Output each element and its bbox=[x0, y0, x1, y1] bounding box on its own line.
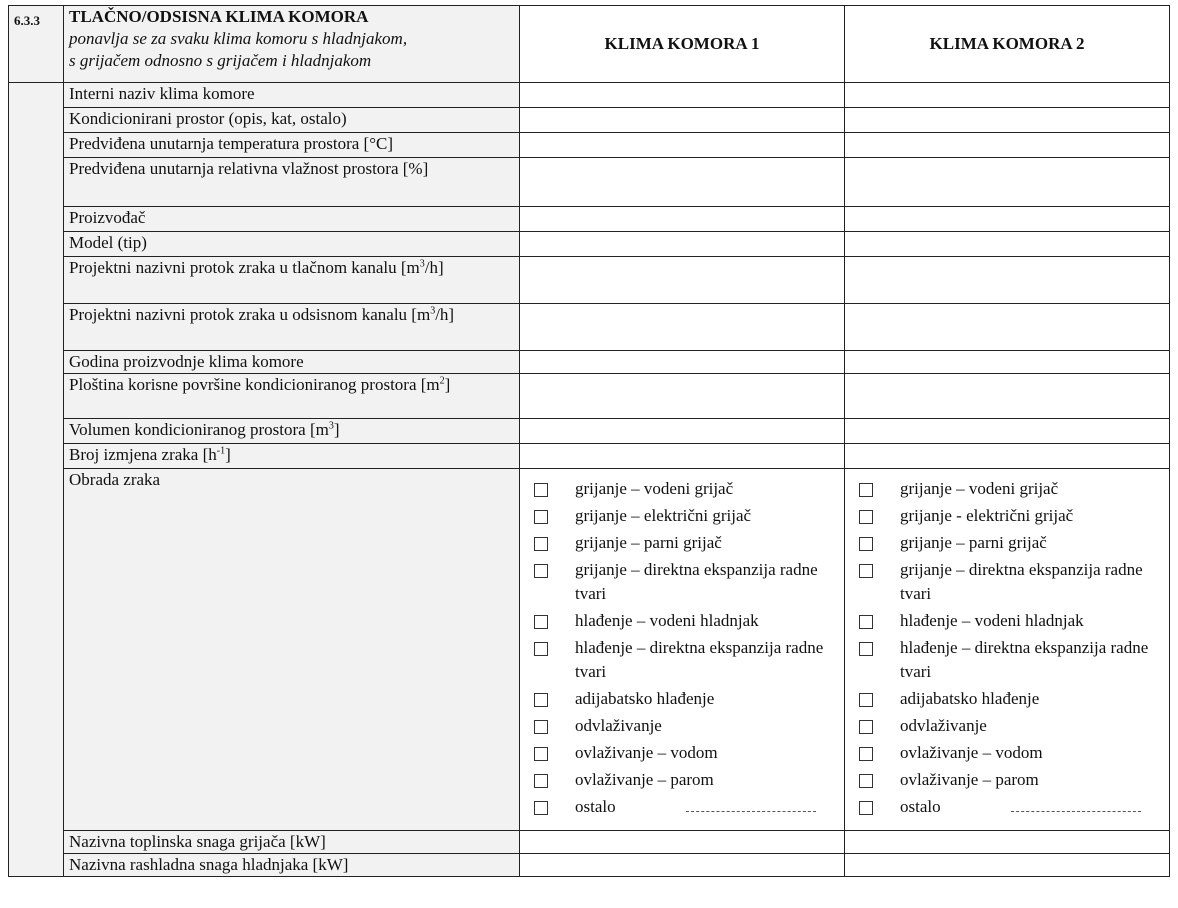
option-label bbox=[575, 687, 844, 711]
klima-komora-1-input[interactable] bbox=[520, 257, 845, 304]
option-label bbox=[575, 636, 844, 684]
klima-komora-2-input[interactable] bbox=[845, 108, 1170, 133]
obrada-zraka-label: Obrada zraka bbox=[64, 469, 520, 831]
form-row bbox=[9, 257, 1170, 304]
option-label bbox=[575, 609, 844, 633]
section-spacer-cell bbox=[9, 83, 64, 877]
row-label bbox=[64, 374, 520, 419]
form-row bbox=[9, 158, 1170, 207]
checkbox[interactable] bbox=[534, 564, 548, 578]
klima-komora-2-input[interactable] bbox=[845, 83, 1170, 108]
row-label-text: Ploština korisne površine kondicioniranog prostora [m bbox=[69, 375, 440, 394]
form-row bbox=[9, 108, 1170, 133]
row-label bbox=[64, 304, 520, 351]
klima-komora-2-input[interactable] bbox=[845, 257, 1170, 304]
section-subtitle-line-1: ponavlja se za svaku klima komoru s hladnjakom, bbox=[69, 29, 408, 48]
row-label bbox=[64, 831, 520, 854]
option-text: grijanje – direktna ekspanzija radne tvari bbox=[575, 560, 818, 603]
checkbox[interactable] bbox=[859, 615, 873, 629]
klima-komora-2-input[interactable] bbox=[845, 232, 1170, 257]
obrada-option[interactable] bbox=[859, 636, 1169, 684]
form-row bbox=[9, 351, 1170, 374]
obrada-option[interactable] bbox=[859, 768, 1169, 792]
klima-komora-1-input[interactable] bbox=[520, 158, 845, 207]
option-text: grijanje – parni grijač bbox=[575, 533, 722, 552]
row-label-text: Projektni nazivni protok zraka u tlačnom kanalu [m bbox=[69, 258, 420, 277]
row-label bbox=[64, 158, 520, 207]
klima-komora-1-input[interactable] bbox=[520, 232, 845, 257]
form-row bbox=[9, 444, 1170, 469]
row-label-text: Volumen kondicioniranog prostora [m bbox=[69, 420, 329, 439]
klima-komora-1-input[interactable] bbox=[520, 854, 845, 877]
row-label bbox=[64, 83, 520, 108]
klima-komora-2-input[interactable] bbox=[845, 158, 1170, 207]
checkbox[interactable] bbox=[859, 564, 873, 578]
ostalo-fill-in-line[interactable] bbox=[686, 797, 816, 812]
klima-komora-1-input[interactable] bbox=[520, 207, 845, 232]
option-label bbox=[900, 504, 1169, 528]
checkbox[interactable] bbox=[534, 693, 548, 707]
row-label-suffix: /h] bbox=[424, 258, 444, 277]
option-label bbox=[575, 531, 844, 555]
klima-komora-1-input[interactable] bbox=[520, 444, 845, 469]
column-header-klima-komora-1: KLIMA KOMORA 1 bbox=[520, 6, 845, 83]
option-text: ovlaživanje – parom bbox=[900, 770, 1039, 789]
option-text: hlađenje – vodeni hladnjak bbox=[900, 611, 1084, 630]
option-label bbox=[900, 768, 1169, 792]
obrada-zraka-options-komora-1 bbox=[520, 469, 845, 831]
row-label-text: Predviđena unutarnja relativna vlažnost prostora [%] bbox=[69, 159, 429, 178]
option-text: adijabatsko hlađenje bbox=[900, 689, 1040, 708]
checkbox[interactable] bbox=[534, 774, 548, 788]
option-text: grijanje – vodeni grijač bbox=[575, 479, 734, 498]
obrada-option[interactable] bbox=[534, 636, 844, 684]
klima-komora-2-input[interactable] bbox=[845, 374, 1170, 419]
klima-komora-2-input[interactable] bbox=[845, 831, 1170, 854]
row-label-suffix: ] bbox=[225, 445, 231, 464]
obrada-zraka-options-komora-2 bbox=[845, 469, 1170, 831]
obrada-option[interactable] bbox=[534, 795, 844, 819]
option-label bbox=[575, 714, 844, 738]
klima-komora-1-input[interactable] bbox=[520, 374, 845, 419]
klima-komora-2-input[interactable] bbox=[845, 444, 1170, 469]
checkbox[interactable] bbox=[859, 774, 873, 788]
obrada-option[interactable] bbox=[534, 714, 844, 738]
obrada-option[interactable] bbox=[859, 795, 1169, 819]
obrada-option[interactable] bbox=[534, 741, 844, 765]
row-label-text: Projektni nazivni protok zraka u odsisnom kanalu [m bbox=[69, 305, 431, 324]
klima-komora-2-input[interactable] bbox=[845, 419, 1170, 444]
option-text: hlađenje – vodeni hladnjak bbox=[575, 611, 759, 630]
option-text: grijanje – električni grijač bbox=[575, 506, 752, 525]
option-label bbox=[900, 795, 1169, 819]
row-label bbox=[64, 419, 520, 444]
checkbox[interactable] bbox=[534, 483, 548, 497]
checkbox[interactable] bbox=[534, 747, 548, 761]
option-label bbox=[575, 795, 844, 819]
checkbox[interactable] bbox=[859, 483, 873, 497]
klima-komora-1-input[interactable] bbox=[520, 133, 845, 158]
option-text: grijanje – vodeni grijač bbox=[900, 479, 1059, 498]
klima-komora-1-input[interactable] bbox=[520, 419, 845, 444]
klima-komora-form-table bbox=[8, 5, 1170, 877]
form-row bbox=[9, 232, 1170, 257]
row-label-superscript: -1 bbox=[216, 445, 226, 457]
row-label-suffix: ] bbox=[444, 375, 451, 394]
option-text: ovlaživanje – vodom bbox=[900, 743, 1043, 762]
form-row bbox=[9, 304, 1170, 351]
form-row bbox=[9, 133, 1170, 158]
obrada-option[interactable] bbox=[534, 477, 844, 501]
row-label-text: Interni naziv klima komore bbox=[69, 84, 255, 103]
option-text: hlađenje – direktna ekspanzija radne tvari bbox=[900, 638, 1149, 681]
checkbox[interactable] bbox=[859, 537, 873, 551]
row-label-suffix: /h] bbox=[435, 305, 455, 324]
form-row bbox=[9, 83, 1170, 108]
obrada-option[interactable] bbox=[534, 504, 844, 528]
row-label-superscript: 3 bbox=[419, 258, 425, 270]
option-text: grijanje - električni grijač bbox=[900, 506, 1074, 525]
option-text: grijanje – direktna ekspanzija radne tvari bbox=[900, 560, 1143, 603]
option-label bbox=[575, 558, 844, 606]
row-label bbox=[64, 232, 520, 257]
klima-komora-2-input[interactable] bbox=[845, 854, 1170, 877]
row-label-text: Nazivna toplinska snaga grijača [kW] bbox=[69, 832, 326, 851]
row-label-text: Proizvođač bbox=[69, 208, 146, 227]
checkbox[interactable] bbox=[859, 801, 873, 815]
option-text: hlađenje – direktna ekspanzija radne tvari bbox=[575, 638, 824, 681]
obrada-option[interactable] bbox=[534, 768, 844, 792]
row-label bbox=[64, 133, 520, 158]
obrada-option[interactable] bbox=[534, 687, 844, 711]
row-label-suffix: ] bbox=[333, 420, 340, 439]
obrada-option[interactable] bbox=[859, 687, 1169, 711]
klima-komora-2-input[interactable] bbox=[845, 207, 1170, 232]
klima-komora-2-input[interactable] bbox=[845, 304, 1170, 351]
option-text: ostalo bbox=[900, 797, 941, 816]
row-label-superscript: 3 bbox=[430, 305, 436, 317]
klima-komora-1-input[interactable] bbox=[520, 304, 845, 351]
option-label bbox=[575, 768, 844, 792]
row-label-text: Godina proizvodnje klima komore bbox=[69, 352, 304, 371]
option-text: ovlaživanje – parom bbox=[575, 770, 714, 789]
checkbox[interactable] bbox=[534, 720, 548, 734]
option-label bbox=[575, 477, 844, 501]
form-row bbox=[9, 419, 1170, 444]
klima-komora-1-input[interactable] bbox=[520, 351, 845, 374]
obrada-option[interactable] bbox=[859, 504, 1169, 528]
obrada-option[interactable] bbox=[859, 531, 1169, 555]
row-label-superscript: 2 bbox=[439, 375, 445, 387]
klima-komora-1-input[interactable] bbox=[520, 83, 845, 108]
obrada-option[interactable] bbox=[534, 531, 844, 555]
section-number: 6.3.3 bbox=[9, 6, 64, 83]
checkbox[interactable] bbox=[534, 537, 548, 551]
option-label bbox=[575, 741, 844, 765]
option-label bbox=[900, 714, 1169, 738]
row-label-text: Predviđena unutarnja temperatura prostora [°C] bbox=[69, 134, 394, 153]
row-label-text: Nazivna rashladna snaga hladnjaka [kW] bbox=[69, 855, 349, 874]
option-text: odvlaživanje bbox=[900, 716, 987, 735]
option-label bbox=[900, 531, 1169, 555]
klima-komora-2-input[interactable] bbox=[845, 351, 1170, 374]
option-label bbox=[900, 609, 1169, 633]
klima-komora-1-input[interactable] bbox=[520, 831, 845, 854]
header-row bbox=[9, 6, 1170, 83]
row-label-text: Broj izmjena zraka [h bbox=[69, 445, 217, 464]
obrada-option[interactable] bbox=[534, 609, 844, 633]
obrada-option[interactable] bbox=[859, 714, 1169, 738]
checkbox[interactable] bbox=[859, 747, 873, 761]
option-label bbox=[900, 687, 1169, 711]
option-text: ovlaživanje – vodom bbox=[575, 743, 718, 762]
form-row bbox=[9, 831, 1170, 854]
row-label bbox=[64, 257, 520, 304]
checkbox[interactable] bbox=[859, 693, 873, 707]
checkbox[interactable] bbox=[534, 615, 548, 629]
row-label bbox=[64, 854, 520, 877]
checkbox[interactable] bbox=[534, 510, 548, 524]
row-label bbox=[64, 207, 520, 232]
checkbox[interactable] bbox=[534, 801, 548, 815]
row-label bbox=[64, 444, 520, 469]
checkbox[interactable] bbox=[859, 510, 873, 524]
row-label bbox=[64, 108, 520, 133]
klima-komora-1-input[interactable] bbox=[520, 108, 845, 133]
row-label-text: Kondicionirani prostor (opis, kat, ostalo) bbox=[69, 109, 347, 128]
ostalo-fill-in-line[interactable] bbox=[1011, 797, 1141, 812]
section-title-cell bbox=[64, 6, 520, 83]
column-header-klima-komora-2: KLIMA KOMORA 2 bbox=[845, 6, 1170, 83]
row-label-text: Model (tip) bbox=[69, 233, 147, 252]
section-title: TLAČNO/ODSISNA KLIMA KOMORA bbox=[69, 7, 369, 26]
form-row bbox=[9, 854, 1170, 877]
form-row bbox=[9, 207, 1170, 232]
option-label bbox=[575, 504, 844, 528]
obrada-option[interactable] bbox=[859, 741, 1169, 765]
checkbox[interactable] bbox=[534, 642, 548, 656]
option-label bbox=[900, 636, 1169, 684]
obrada-option[interactable] bbox=[859, 477, 1169, 501]
option-label bbox=[900, 558, 1169, 606]
klima-komora-2-input[interactable] bbox=[845, 133, 1170, 158]
option-text: adijabatsko hlađenje bbox=[575, 689, 715, 708]
checkbox[interactable] bbox=[859, 642, 873, 656]
option-text: grijanje – parni grijač bbox=[900, 533, 1047, 552]
form-row bbox=[9, 374, 1170, 419]
option-label bbox=[900, 477, 1169, 501]
section-subtitle-line-2: s grijačem odnosno s grijačem i hladnjakom bbox=[69, 51, 372, 70]
obrada-option[interactable] bbox=[859, 609, 1169, 633]
row-label-superscript: 3 bbox=[328, 420, 334, 432]
option-text: odvlaživanje bbox=[575, 716, 662, 735]
obrada-option[interactable] bbox=[534, 558, 844, 606]
option-label bbox=[900, 741, 1169, 765]
option-text: ostalo bbox=[575, 797, 616, 816]
obrada-zraka-row bbox=[9, 469, 1170, 831]
obrada-option[interactable] bbox=[859, 558, 1169, 606]
row-label bbox=[64, 351, 520, 374]
checkbox[interactable] bbox=[859, 720, 873, 734]
